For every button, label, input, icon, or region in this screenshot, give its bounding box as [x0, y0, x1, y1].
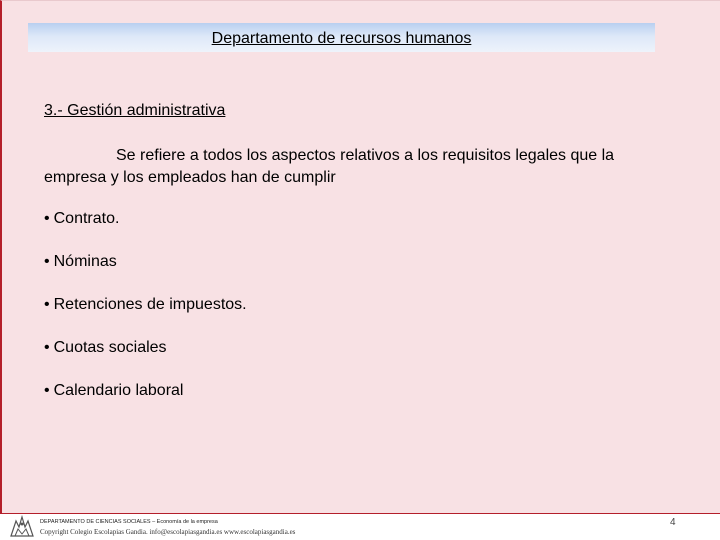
bullet-text: Cuotas sociales	[53, 339, 167, 356]
page-number: 4	[670, 517, 676, 528]
bullet-dot: •	[44, 253, 50, 270]
bullet-item-retenciones	[44, 295, 247, 338]
section-heading: 3.- Gestión administrativa	[44, 102, 226, 119]
intro-text: Se refiere a todos los aspectos relativos a los requisitos legales que la empresa y los empleados han de cumplir	[44, 147, 615, 186]
bullet-text: Nóminas	[53, 253, 117, 270]
bullet-text: Calendario laboral	[53, 382, 184, 399]
bullet-dot: •	[44, 339, 50, 356]
bullet-item-nominas	[44, 252, 247, 295]
bullet-item-calendario	[44, 381, 247, 424]
school-crest-icon	[9, 515, 35, 537]
bullet-dot: •	[44, 296, 50, 313]
footer-copyright: Copyright Colegio Escolapias Gandia. info@escolapiasgandia.es www.escolapiasgandia.es	[40, 528, 296, 536]
bullet-text: Contrato.	[53, 210, 120, 227]
bullet-list	[44, 209, 247, 424]
title-bar	[28, 23, 655, 52]
bullet-item-contrato	[44, 209, 247, 252]
bullet-text: Retenciones de impuestos.	[53, 296, 247, 313]
bullet-dot: •	[44, 382, 50, 399]
footer-department: DEPARTAMENTO DE CIENCIAS SOCIALES – Economía de la empresa	[40, 519, 218, 525]
intro-paragraph	[44, 145, 644, 189]
bullet-dot: •	[44, 210, 50, 227]
slide-title: Departamento de recursos humanos	[211, 30, 472, 47]
bullet-item-cuotas	[44, 338, 247, 381]
